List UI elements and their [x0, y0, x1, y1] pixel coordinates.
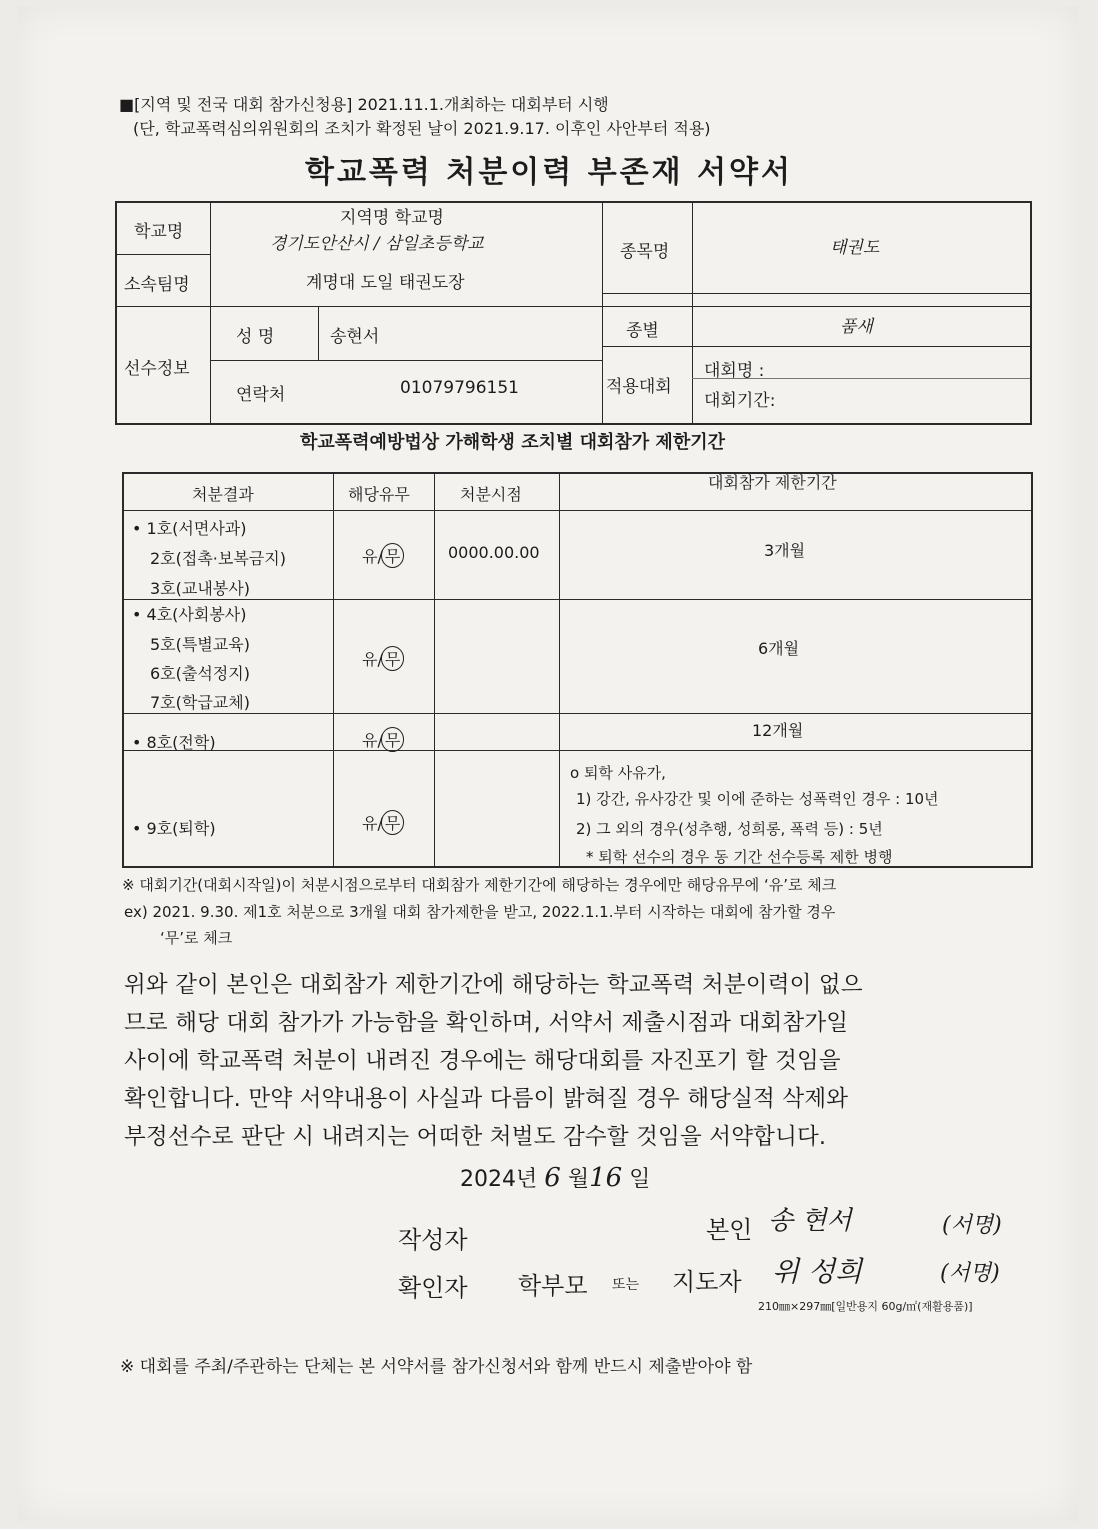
name-label: 성 명: [236, 327, 275, 347]
row4-applicable: 유/ 무: [362, 810, 404, 835]
team-value: 계명대 도일 태권도장: [306, 273, 465, 293]
paper-spec: 210㎜×297㎜[일반용지 60g/㎡(재활용품)]: [758, 1300, 973, 1313]
row2-item-4: 7호(학급교체): [150, 693, 250, 712]
document-title: 학교폭력 처분이력 부존재 서약서: [304, 155, 794, 190]
row2-item-3: 6호(출석정지): [150, 664, 250, 683]
row4-period-line-2: 1) 강간, 유사강간 및 이에 준하는 성폭력인 경우 : 10년: [576, 790, 939, 808]
region-school-caption: 지역명 학교명: [340, 208, 444, 228]
note-3: ‘무’로 체크: [160, 929, 233, 947]
row2-period: 6개월: [758, 639, 800, 658]
pledge-line-1: 위와 같이 본인은 대회참가 제한기간에 해당하는 학교폭력 처분이력이 없으: [124, 972, 863, 998]
writer-label: 작성자: [398, 1226, 468, 1254]
contact-label: 연락처: [236, 385, 286, 405]
signed-date: 2024년 6 월16 일: [460, 1163, 651, 1193]
row2-no-circled: 무: [381, 646, 404, 671]
applied-competition-label: 적용대회: [606, 377, 672, 397]
self-label: 본인: [706, 1216, 753, 1244]
pledge-line-2: 므로 해당 대회 참가가 가능함을 확인하며, 서약서 제출시점과 대회참가일: [124, 1010, 849, 1036]
pledge-line-4: 확인합니다. 만약 서약내용이 사실과 다름이 밝혀질 경우 해당실적 삭제와: [124, 1086, 849, 1112]
row1-item-2: 2호(접촉·보복금지): [150, 549, 286, 568]
pledge-line-5: 부정선수로 판단 시 내려지는 어떠한 처벌도 감수할 것임을 서약합니다.: [124, 1124, 827, 1150]
coach-seal: (서명): [940, 1261, 1000, 1286]
team-label: 소속팀명: [124, 275, 190, 295]
row4-period-line-3: 2) 그 외의 경우(성추행, 성희롱, 폭력 등) : 5년: [576, 820, 883, 838]
category-value: 품새: [840, 317, 873, 337]
col-header-date: 처분시점: [460, 485, 522, 504]
self-signature: 송 현서: [768, 1206, 852, 1236]
school-label: 학교명: [134, 222, 184, 242]
note-2: ex) 2021. 9.30. 제1호 처분으로 3개월 대회 참가제한을 받고, 2022.1.1.부터 시작하는 대회에 참가할 경우: [124, 903, 836, 921]
row4-item-1: • 9호(퇴학): [132, 819, 216, 838]
row4-no-circled: 무: [381, 810, 404, 835]
row1-date: 0000.00.00: [448, 543, 540, 562]
confirmer-label: 확인자: [398, 1274, 468, 1302]
note-1: ※ 대회기간(대회시작일)이 처분시점으로부터 대회참가 제한기간에 해당하는 경우에만 해당유무에 ‘유’로 체크: [122, 876, 837, 894]
coach-signature: 위 성희: [772, 1255, 863, 1288]
or-label: 또는: [612, 1277, 640, 1293]
footer-note: ※ 대회를 주최/주관하는 단체는 본 서약서를 참가신청서와 함께 반드시 제출받아야 함: [120, 1357, 753, 1377]
row3-item-1: • 8호(전학): [132, 733, 216, 752]
row1-item-3: 3호(교내봉사): [150, 579, 250, 598]
row4-period-line-1: o 퇴학 사유가,: [570, 764, 666, 782]
event-value: 태권도: [830, 238, 880, 258]
competition-name-label: 대회명 :: [704, 361, 765, 381]
header-line-1: ■[지역 및 전국 대회 참가신청용] 2021.11.1.개최하는 대회부터 시행: [119, 95, 609, 114]
name-value: 송현서: [330, 327, 380, 347]
header-line-2: (단, 학교폭력심의위원회의 조치가 확정된 날이 2021.9.17. 이후인 사안부터 적용): [133, 119, 711, 138]
col-header-result: 처분결과: [192, 485, 254, 504]
col-header-applicable: 해당유무: [348, 485, 410, 504]
contact-value: 01079796151: [400, 378, 519, 398]
self-seal: (서명): [942, 1213, 1002, 1238]
row3-applicable: 유/ 무: [362, 727, 404, 752]
coach-label: 지도자: [672, 1268, 742, 1296]
category-label: 종별: [626, 321, 659, 341]
event-label: 종목명: [620, 242, 670, 262]
row1-applicable: 유/ 무: [362, 543, 404, 568]
row2-item-1: • 4호(사회봉사): [132, 605, 247, 624]
row4-period-line-4: * 퇴학 선수의 경우 동 기간 선수등록 제한 병행: [586, 848, 893, 866]
row2-item-2: 5호(특별교육): [150, 635, 250, 654]
pledge-line-3: 사이에 학교폭력 처분이 내려진 경우에는 해당대회를 자진포기 할 것임을: [124, 1048, 841, 1074]
restriction-table-title: 학교폭력예방법상 가해학생 조치별 대회참가 제한기간: [300, 432, 725, 453]
competition-period-label: 대회기간:: [704, 391, 776, 411]
col-header-period: 대회참가 제한기간: [708, 473, 837, 492]
row2-applicable: 유/ 무: [362, 646, 404, 671]
parent-label: 학부모: [518, 1272, 588, 1300]
player-info-label: 선수정보: [124, 359, 190, 379]
school-value: 경기도안산시 / 삼일초등학교: [270, 234, 484, 254]
row1-no-circled: 무: [381, 543, 404, 568]
row1-period: 3개월: [764, 541, 806, 560]
row3-period: 12개월: [752, 721, 804, 740]
row3-no-circled: 무: [381, 727, 404, 752]
row1-item-1: • 1호(서면사과): [132, 519, 247, 538]
